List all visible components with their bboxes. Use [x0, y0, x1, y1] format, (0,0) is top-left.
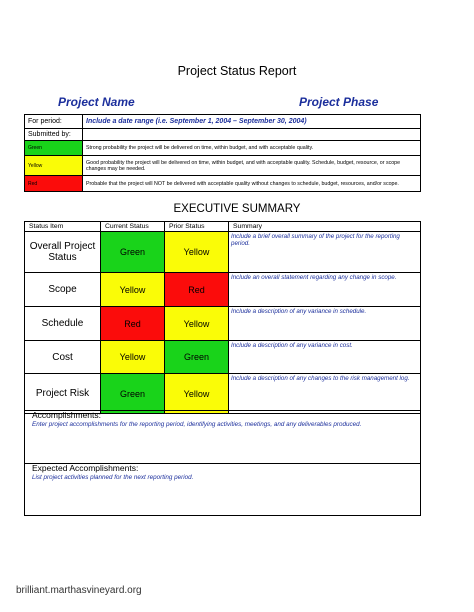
- header-status-item: Status Item: [25, 222, 101, 232]
- project-info-table: [24, 114, 421, 192]
- summary-cell[interactable]: Include a description of any changes to the risk management log.: [229, 374, 421, 414]
- status-item-risk: Project Risk: [25, 374, 101, 414]
- summary-cell[interactable]: Include a description of any variance in cost.: [229, 341, 421, 374]
- header-prior-status: Prior Status: [165, 222, 229, 232]
- accomplishments-heading: Accomplishments:: [32, 410, 101, 420]
- current-status-cell: Green: [101, 374, 165, 414]
- status-item-cost: Cost: [25, 341, 101, 374]
- table-row: [25, 307, 421, 341]
- summary-cell[interactable]: Include a description of any variance in schedule.: [229, 307, 421, 341]
- prior-status-cell: Red: [165, 273, 229, 307]
- submitted-label: Submitted by:: [25, 129, 83, 141]
- accomplishments-text: Enter project accomplishments for the reporting period, identifying activities, meetings, and any deliverables produced.: [32, 421, 362, 428]
- executive-summary-table: [24, 221, 421, 414]
- current-status-cell: Yellow: [101, 273, 165, 307]
- table-row: [25, 374, 421, 414]
- footer-watermark: brilliant.marthasvineyard.org: [16, 585, 142, 596]
- summary-cell[interactable]: Include an overall statement regarding any change in scope.: [229, 273, 421, 307]
- legend-row-yellow: [25, 156, 421, 176]
- current-status-cell: Green: [101, 232, 165, 273]
- legend-green-swatch: Green: [25, 141, 83, 156]
- status-item-schedule: Schedule: [25, 307, 101, 341]
- prior-status-cell: Yellow: [165, 232, 229, 273]
- current-status-cell: Yellow: [101, 341, 165, 374]
- table-row: [25, 273, 421, 307]
- exec-header-row: [25, 222, 421, 232]
- status-item-scope: Scope: [25, 273, 101, 307]
- period-value[interactable]: Include a date range (i.e. September 1, 2004 – September 30, 2004): [83, 115, 421, 129]
- header-current-status: Current Status: [101, 222, 165, 232]
- expected-accomplishments-heading: Expected Accomplishments:: [32, 463, 139, 473]
- header-summary: Summary: [229, 222, 421, 232]
- page-title: Project Status Report: [177, 64, 297, 78]
- period-label: For period:: [25, 115, 83, 129]
- submitted-row: [25, 129, 421, 141]
- legend-red-swatch: Red: [25, 176, 83, 192]
- legend-red-description: Probable that the project will NOT be delivered with acceptable quality without changes to schedule, budget, resources, and/or scope.: [83, 176, 421, 192]
- legend-row-red: [25, 176, 421, 192]
- current-status-cell: Red: [101, 307, 165, 341]
- legend-yellow-description: Good probability the project will be delivered on time, within budget, and with acceptable quality. Schedule, budget, resource, or scope changes may be needed.: [83, 156, 421, 176]
- table-row: [25, 341, 421, 374]
- accomplishments-section[interactable]: [24, 410, 421, 464]
- expected-accomplishments-section[interactable]: [24, 463, 421, 516]
- table-row: [25, 232, 421, 273]
- executive-summary-title: EXECUTIVE SUMMARY: [173, 203, 301, 215]
- prior-status-cell: Green: [165, 341, 229, 374]
- prior-status-cell: Yellow: [165, 374, 229, 414]
- legend-green-description: Strong probability the project will be delivered on time, within budget, and with acceptable quality.: [83, 141, 421, 156]
- legend-row-green: [25, 141, 421, 156]
- legend-yellow-swatch: Yellow: [25, 156, 83, 176]
- status-item-overall: Overall Project Status: [25, 232, 101, 273]
- period-row: [25, 115, 421, 129]
- project-name-heading: Project Name: [58, 95, 135, 109]
- expected-accomplishments-text: List project activities planned for the next reporting period.: [32, 474, 194, 481]
- project-phase-heading: Project Phase: [299, 95, 379, 109]
- submitted-value[interactable]: [83, 129, 421, 141]
- summary-cell[interactable]: Include a brief overall summary of the project for the reporting period.: [229, 232, 421, 273]
- prior-status-cell: Yellow: [165, 307, 229, 341]
